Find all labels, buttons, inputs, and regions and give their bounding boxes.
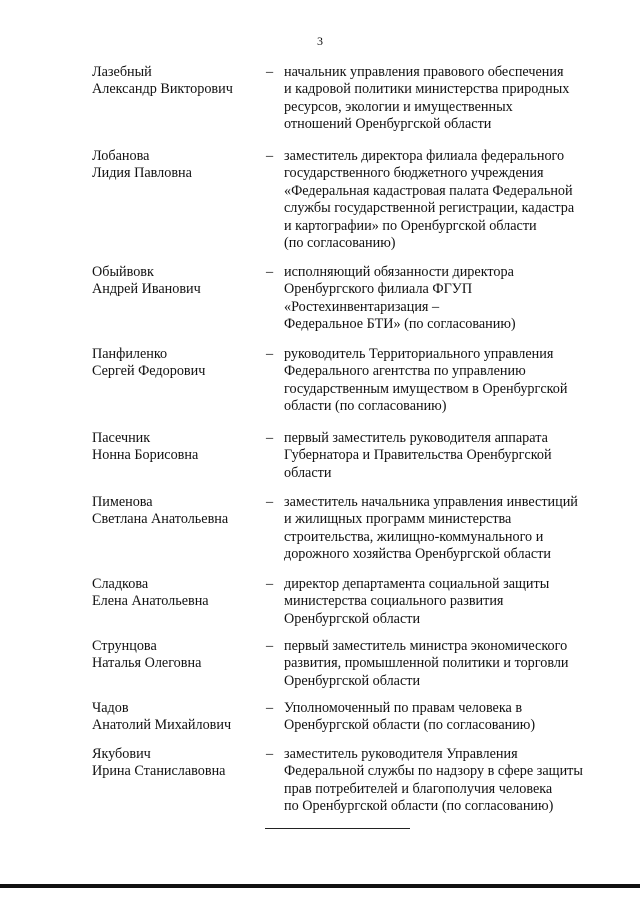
member-given-names: Ирина Станиславовна (92, 763, 226, 780)
member-surname: Обыйвовк (92, 264, 154, 280)
page-number: 3 (317, 34, 323, 48)
member-name (92, 576, 262, 611)
member-given-names: Наталья Олеговна (92, 655, 202, 672)
position-line: развития, промышленной политики и торговли (284, 655, 569, 672)
member-position (284, 264, 602, 334)
position-line: области (284, 464, 332, 481)
position-line: ресурсов, экологии и имущественных (284, 98, 513, 115)
member-name (92, 64, 262, 99)
position-line: заместитель руководителя Управления (284, 746, 518, 762)
member-position (284, 576, 602, 628)
position-line: заместитель директора филиала федерального (284, 148, 565, 164)
member-given-names: Нонна Борисовна (92, 447, 199, 464)
entry-dash: – (266, 346, 274, 362)
entry-dash: – (266, 64, 274, 80)
entry-dash: – (266, 494, 274, 510)
member-position (284, 346, 602, 416)
position-line: Федеральной службы по надзору в сфере защиты (284, 763, 583, 780)
member-surname: Якубович (92, 746, 151, 762)
position-line: службы государственной регистрации, кадастра (284, 200, 575, 217)
entry-dash: – (266, 576, 274, 592)
entry-dash: – (266, 638, 274, 654)
member-given-names: Сергей Федорович (92, 363, 206, 380)
position-line: Федерального агентства по управлению (284, 363, 526, 380)
member-position (284, 430, 602, 482)
position-line: «Ростехинвентаризация – (284, 298, 440, 315)
member-position (284, 494, 602, 564)
position-line: Федеральное БТИ» (по согласованию) (284, 316, 516, 333)
member-surname: Пименова (92, 494, 153, 510)
member-name (92, 346, 262, 381)
position-line: Уполномоченный по правам человека в (284, 700, 523, 716)
member-given-names: Андрей Иванович (92, 281, 201, 298)
member-surname: Пасечник (92, 430, 151, 446)
member-surname: Чадов (92, 700, 129, 716)
entry-dash: – (266, 430, 274, 446)
position-line: директор департамента социальной защиты (284, 576, 550, 592)
entry-dash: – (266, 746, 274, 762)
member-name (92, 638, 262, 673)
position-line: «Федеральная кадастровая палата Федеральной (284, 182, 573, 199)
position-line: отношений Оренбургской области (284, 116, 492, 133)
member-surname: Сладкова (92, 576, 149, 592)
position-line: строительства, жилищно-коммунального и (284, 528, 544, 545)
member-position (284, 700, 602, 735)
member-name (92, 148, 262, 183)
member-name (92, 746, 262, 781)
member-name (92, 700, 262, 735)
position-line: по Оренбургской области (по согласованию) (284, 798, 554, 815)
position-line: первый заместитель министра экономического (284, 638, 568, 654)
position-line: Оренбургского филиала ФГУП (284, 281, 473, 298)
position-line: дорожного хозяйства Оренбургской области (284, 546, 552, 563)
position-line: Губернатора и Правительства Оренбургской (284, 447, 552, 464)
position-line: и кадровой политики министерства природных (284, 81, 570, 98)
position-line: руководитель Территориального управления (284, 346, 554, 362)
position-line: Оренбургской области (284, 610, 421, 627)
position-line: заместитель начальника управления инвестиций (284, 494, 578, 510)
member-surname: Лобанова (92, 148, 150, 164)
position-line: государственного бюджетного учреждения (284, 165, 544, 182)
member-name (92, 264, 262, 299)
position-line: Оренбургской области (284, 672, 421, 689)
member-given-names: Елена Анатольевна (92, 593, 209, 610)
position-line: (по согласованию) (284, 235, 396, 252)
position-line: министерства социального развития (284, 593, 504, 610)
position-line: Оренбургской области (по согласованию) (284, 717, 536, 734)
member-position (284, 64, 602, 134)
member-surname: Струнцова (92, 638, 157, 654)
member-position (284, 746, 602, 816)
member-surname: Лазебный (92, 64, 152, 80)
member-name (92, 494, 262, 529)
position-line: и жилищных программ министерства (284, 511, 512, 528)
member-given-names: Светлана Анатольевна (92, 511, 229, 528)
member-given-names: Лидия Павловна (92, 165, 192, 182)
position-line: и картографии» по Оренбургской области (284, 217, 537, 234)
member-given-names: Александр Викторович (92, 81, 233, 98)
position-line: первый заместитель руководителя аппарата (284, 430, 548, 446)
entry-dash: – (266, 700, 274, 716)
entry-dash: – (266, 148, 274, 164)
member-given-names: Анатолий Михайлович (92, 717, 232, 734)
member-position (284, 148, 602, 252)
closing-rule (265, 828, 410, 829)
position-line: прав потребителей и благополучия человека (284, 780, 553, 797)
entry-dash: – (266, 264, 274, 280)
member-position (284, 638, 602, 690)
position-line: начальник управления правового обеспечения (284, 64, 564, 80)
position-line: области (по согласованию) (284, 398, 447, 415)
position-line: государственным имуществом в Оренбургской (284, 380, 568, 397)
page-bottom-bar (0, 884, 640, 888)
position-line: исполняющий обязанности директора (284, 264, 514, 280)
member-surname: Панфиленко (92, 346, 168, 362)
member-name (92, 430, 262, 465)
